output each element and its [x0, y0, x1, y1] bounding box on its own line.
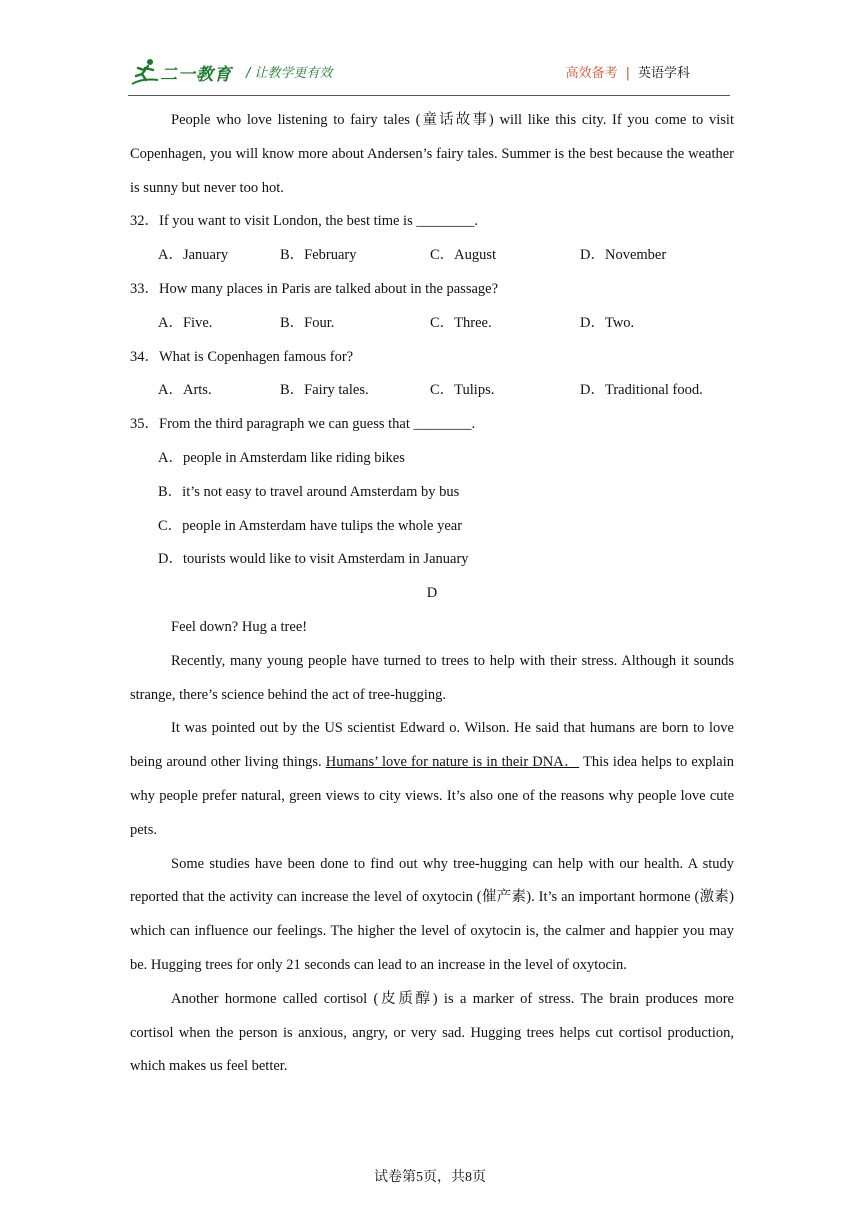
paragraph-2-start: It was pointed out by the US scientist Edward o. Wilson. He said that humans are born to love being around other living things. [130, 720, 734, 771]
question-34-options [158, 374, 734, 408]
paragraph-4: Another hormone called cortisol (皮质醇) is a marker of stress. The brain produces more cortisol when the person is anxious, angry, or very sad. Hugging trees helps cut cortisol production, which makes us feel better. [130, 990, 734, 1075]
question-34: 34．What is Copenhagen famous for? [130, 348, 354, 365]
header-separator: | [625, 66, 630, 81]
header-tagline: 高效备考 [565, 66, 618, 81]
question-35: 35．From the third paragraph we can guess that ________. [130, 416, 476, 433]
section-letter: D [426, 585, 438, 602]
runner-logo-icon [128, 56, 162, 90]
option-c: C．Three. [430, 314, 492, 331]
logo-text: 二一教育 [160, 65, 232, 85]
option-d: D．November [580, 247, 667, 264]
slogan-text: 让教学更有效 [254, 66, 333, 81]
page-footer: 试卷第5页，共8页 [374, 1170, 486, 1185]
passage-c-paragraph: People who love listening to fairy tales (童话故事) will like this city. If you come to visit Copenhagen, you will know more about Andersen’s fairy tales. Summer is the best because the weather is sunny but never too hot. [130, 112, 734, 196]
page-content [130, 104, 734, 1084]
slogan: / 让教学更有效 [246, 66, 333, 81]
option-a: A．January [158, 247, 229, 264]
passage-title: Feel down? Hug a tree! [171, 618, 308, 635]
paragraph-2 [130, 712, 734, 847]
option-a: A．Arts. [158, 382, 212, 399]
option-d: D．Two. [580, 314, 635, 331]
header-subject: 英语学科 [637, 66, 690, 81]
option-d: D．Traditional food. [580, 382, 703, 399]
option-d: D．tourists would like to visit Amsterdam in January [158, 551, 469, 568]
question-32: 32．If you want to visit London, the best time is ________. [130, 213, 478, 230]
option-b: B．Four. [280, 314, 335, 331]
question-33-options [158, 307, 734, 341]
logo [128, 56, 248, 92]
question-33: 33．How many places in Paris are talked about in the passage? [130, 280, 499, 297]
page-header [128, 56, 730, 96]
paragraph-1: Recently, many young people have turned to trees to help with their stress. Although it sounds strange, there’s science behind the act of tree-hugging. [130, 652, 734, 703]
header-right [566, 62, 690, 81]
paragraph-3: Some studies have been done to find out why tree-hugging can help with our health. A study reported that the activity can increase the level of oxytocin (催产素). It’s an important hormone (激素) which can influence our feelings. The higher the level of oxytocin is, the calmer and happier you may be. Hugging trees for only 21 seconds can lead to an increase in the level of oxytocin. [130, 855, 734, 973]
option-c: C．people in Amsterdam have tulips the whole year [158, 517, 463, 534]
paragraph-2-end: This idea helps to explain why people prefer natural, green views to city views. It’s also one of the reasons why people love cute pets. [130, 754, 734, 838]
option-c: C．August [430, 247, 497, 264]
option-a: A．people in Amsterdam like riding bikes [158, 449, 405, 466]
option-b: B．Fairy tales. [280, 382, 369, 399]
underlined-sentence: Humans’ love for nature is in their DNA． [325, 754, 580, 771]
option-a: A．Five. [158, 314, 213, 331]
header-divider [128, 95, 730, 96]
option-c: C．Tulips. [430, 382, 495, 399]
question-32-options [158, 239, 734, 273]
option-b: B．it’s not easy to travel around Amsterdam by bus [158, 483, 460, 500]
option-b: B．February [280, 247, 357, 264]
